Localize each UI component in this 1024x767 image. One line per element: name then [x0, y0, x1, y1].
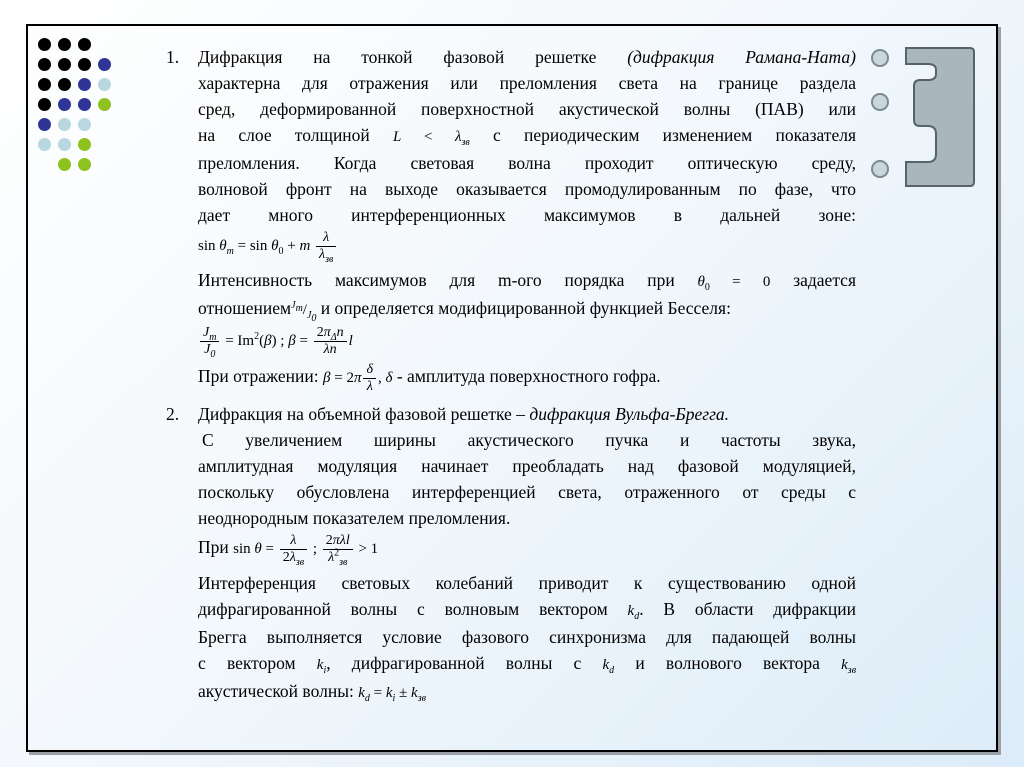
decorative-dot — [78, 118, 91, 131]
item-1-line-4-text-a: на слое толщиной — [198, 125, 370, 145]
item-2-condition-line — [198, 533, 856, 566]
decorative-dot — [78, 138, 91, 151]
decorative-dot — [78, 38, 91, 51]
formula-phase-sync: $k_d = k_i \pm k_{зв}$ — [358, 685, 426, 704]
decorative-dot — [78, 78, 91, 91]
decorative-dot — [58, 138, 71, 151]
formula-bessel: $\frac{J_m}{J_0}$ = $Im^2(\beta)$ ; β = $\frac{2\pi_\Delta n}{\lambda n}$ l — [198, 325, 856, 358]
decorative-dot — [58, 118, 71, 131]
decorative-dot — [58, 98, 71, 111]
decorative-dot — [98, 78, 111, 91]
decorative-bracket-shape — [866, 44, 978, 194]
item-1 — [166, 44, 856, 395]
decorative-dot — [38, 98, 51, 111]
formula-theta-zero: $\theta_0 = 0$ — [697, 274, 771, 293]
q4-text-a: с вектором — [198, 653, 296, 673]
decorative-dot — [38, 138, 51, 151]
item-2-title-italic: дифракция Вульфа-Брегга. — [529, 404, 730, 424]
decorative-dot — [38, 118, 51, 131]
decorative-dot — [58, 58, 71, 71]
formula-kd: $k_d$ — [627, 603, 640, 622]
q5-text-a: акустической волны: — [198, 681, 354, 701]
item-1-ratio-line — [198, 295, 856, 323]
formula-kzv: $k_{зв}$ — [841, 657, 857, 676]
decorative-dot — [78, 98, 91, 111]
formula-bragg-condition: sin θ = $\frac{\lambda}{2\lambda_{зв}}$ ; $\frac{\text{2πλl}}{\lambda^2_{зв}}$ > 1 — [233, 533, 379, 568]
q4-text-c: и волнового вектора — [635, 653, 820, 673]
decorative-dot — [78, 158, 91, 171]
q4-text-b: , дифрагированной волны с — [326, 653, 582, 673]
formula-thickness: $L < \lambda_{зв}$ — [393, 129, 470, 148]
formula-reflection: β = 2π $\frac{\delta}{\lambda}$ , δ — [323, 362, 393, 394]
q2-text-b: . В области дифракции — [639, 599, 856, 619]
item-2-q-line-1: Интерференция световых колебаний приводит к существованию одной — [198, 573, 856, 593]
reflection-text-a: При отражении: — [198, 365, 319, 386]
item-1-line-6: волновой фронт на выходе оказывается промодулированным по фазе, что — [198, 179, 856, 199]
item-2-para-line-1: С увеличением ширины акустического пучка и частоты звука, — [202, 430, 856, 450]
decorative-dot — [38, 78, 51, 91]
ratio-text-b: и определяется модифицированной функцией Бесселя: — [320, 298, 731, 318]
formula-ratio: $^{J_m}/_{J_0}$ — [291, 300, 317, 324]
item-2-title: Дифракция на объемной фазовой решетке – — [198, 404, 525, 424]
condition-label: При — [198, 536, 229, 557]
q2-text-a: дифрагированной волны с волновым вектором — [198, 599, 608, 619]
decorative-dot — [58, 158, 71, 171]
intensity-text-a: Интенсивность максимумов для m-ого порядка при — [198, 270, 675, 290]
decorative-dot — [78, 58, 91, 71]
item-2-para-line-2: амплитудная модуляция начинает преобладать над фазовой модуляцией, — [198, 456, 856, 476]
item-1-line-1 — [198, 44, 856, 70]
decorative-dot — [58, 38, 71, 51]
item-2-para-line-4: неоднородным показателем преломления. — [198, 508, 511, 528]
item-2-para-line-3: поскольку обусловлена интерференцией света, отраженного от среды с — [198, 482, 856, 502]
formula-kd-2: $k_d$ — [602, 657, 615, 676]
intensity-text-b: задается — [793, 270, 856, 290]
decorative-dot — [38, 58, 51, 71]
item-1-intensity-line — [198, 267, 856, 295]
item-2 — [166, 401, 856, 706]
formula-ki: $k_i$ — [316, 657, 327, 676]
item-2-q-line-2 — [198, 596, 856, 624]
item-1-line-4 — [198, 122, 856, 150]
formula-grating-equation: $\sin \theta_m = \sin \theta_0 + m$ $\frac{\lambda}{\lambda_{зв}}$ — [198, 230, 856, 263]
item-2-q-line-3: Брегга выполняется условие фазового синхронизма для падающей волны — [198, 627, 856, 647]
decorative-dot — [98, 98, 111, 111]
slide-content — [166, 44, 856, 706]
item-2-title-line — [198, 401, 856, 427]
item-1-title: Дифракция на тонкой фазовой решетке — [198, 47, 597, 67]
item-1-line-5: преломления. Когда световая волна проходит оптическую среду, — [198, 153, 856, 173]
decorative-dot — [58, 78, 71, 91]
decorative-dot — [98, 58, 111, 71]
item-2-q-line-5 — [198, 678, 856, 706]
decorative-dot-grid — [38, 38, 138, 188]
item-1-number: 1. — [166, 47, 180, 67]
item-2-q-line-4 — [198, 650, 856, 678]
item-1-line-4-text-b: с периодическим изменением показателя — [492, 125, 856, 145]
item-1-line-3: сред, деформированной поверхностной акустической волны (ПАВ) или — [198, 99, 856, 119]
item-1-line-2: характерна для отражения или преломления света на границе раздела — [198, 73, 856, 93]
item-1-line-7: дает много интерференционных максимумов в дальней зоне: — [198, 205, 856, 225]
item-1-title-paren: (дифракция Рамана-Ната) — [627, 47, 856, 67]
item-1-reflection-line — [198, 362, 856, 395]
item-2-number: 2. — [166, 404, 180, 424]
reflection-text-b: - амплитуда поверхностного гофра. — [396, 365, 661, 386]
decorative-dot — [38, 38, 51, 51]
ratio-text-a: отношением — [198, 298, 292, 318]
